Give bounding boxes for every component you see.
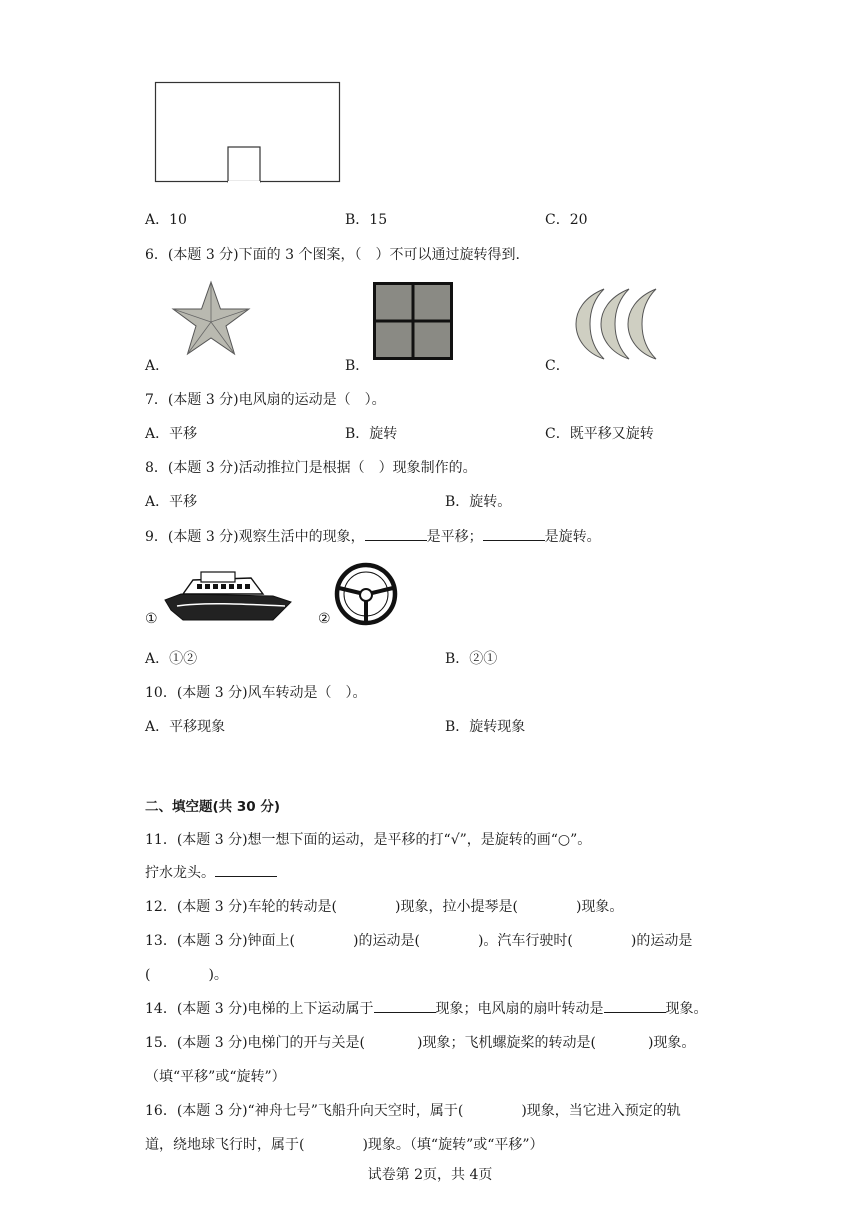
q8-question: 8．(本题 3 分)活动推拉门是根据（ ）现象制作的。 [145, 460, 477, 476]
crescent-moons-icon [574, 287, 664, 361]
q9-question: 9．(本题 3 分)观察生活中的现象， 是平移； 是旋转。 [145, 529, 601, 545]
q11-question: 11．(本题 3 分)想一想下面的运动，是平移的打“√”，是旋转的画“○”。 [145, 832, 592, 848]
q11-blank[interactable] [215, 864, 277, 877]
q11-item: 拧水龙头。 [145, 862, 277, 882]
q9-mark-2: ② [318, 611, 331, 627]
star-icon [170, 280, 252, 360]
q10-option-b[interactable]: B．旋转现象 [445, 719, 526, 735]
q5-option-b[interactable]: B．15 [345, 212, 388, 228]
q14-blank-2[interactable] [604, 1000, 666, 1013]
q5-option-a[interactable]: A．10 [145, 212, 187, 228]
q10-question: 10．(本题 3 分)风车转动是（ ）。 [145, 685, 367, 701]
grid-square-icon [373, 282, 453, 360]
page-footer: 试卷第 2页，共 4页 [367, 1167, 493, 1183]
q15-question: 15．(本题 3 分)电梯门的开与关是( )现象；飞机螺旋桨的转动是( )现象。 [145, 1035, 696, 1051]
ship-icon [163, 566, 295, 626]
q5-figure [155, 82, 341, 184]
steering-wheel-icon [334, 562, 398, 626]
q6-label-b[interactable]: B． [345, 358, 370, 374]
q16-question: 16．(本题 3 分)“神舟七号”飞船升向天空时，属于( )现象，当它进入预定的轨 [145, 1103, 681, 1119]
q9-blank-2[interactable] [483, 528, 545, 541]
q16-continuation: 道，绕地球飞行时，属于( )现象。（填“旋转”或“平移”） [145, 1137, 544, 1153]
q7-question: 7．(本题 3 分)电风扇的运动是（ ）。 [145, 392, 386, 408]
q14-question: 14．(本题 3 分)电梯的上下运动属于 现象；电风扇的扇叶转动是 现象。 [145, 1001, 708, 1017]
q12-question: 12．(本题 3 分)车轮的转动是( )现象，拉小提琴是( )现象。 [145, 899, 624, 915]
q8-option-a[interactable]: A．平移 [145, 494, 198, 510]
q14-blank-1[interactable] [374, 1000, 436, 1013]
q9-blank-1[interactable] [365, 528, 427, 541]
q8-option-b[interactable]: B．旋转。 [445, 494, 512, 510]
q13-continuation: ( )。 [145, 967, 228, 983]
section-title: 二、填空题(共 30 分) [145, 799, 281, 815]
q13-question: 13．(本题 3 分)钟面上( )的运动是( )。汽车行驶时( )的运动是 [145, 933, 693, 949]
q9-option-a[interactable]: A．①② [145, 651, 198, 667]
q10-option-a[interactable]: A．平移现象 [145, 719, 226, 735]
q7-option-c[interactable]: C．既平移又旋转 [545, 426, 654, 442]
q9-mark-1: ① [145, 611, 158, 627]
q7-option-a[interactable]: A．平移 [145, 426, 198, 442]
q9-option-b[interactable]: B．②① [445, 651, 498, 667]
q6-label-c[interactable]: C． [545, 358, 570, 374]
q6-question: 6．(本题 3 分)下面的 3 个图案，（ ）不可以通过旋转得到. [145, 247, 520, 263]
q15-hint: （填“平移”或“旋转”） [145, 1069, 286, 1085]
q7-option-b[interactable]: B．旋转 [345, 426, 398, 442]
q6-label-a[interactable]: A． [145, 358, 170, 374]
q5-option-c[interactable]: C．20 [545, 212, 588, 228]
